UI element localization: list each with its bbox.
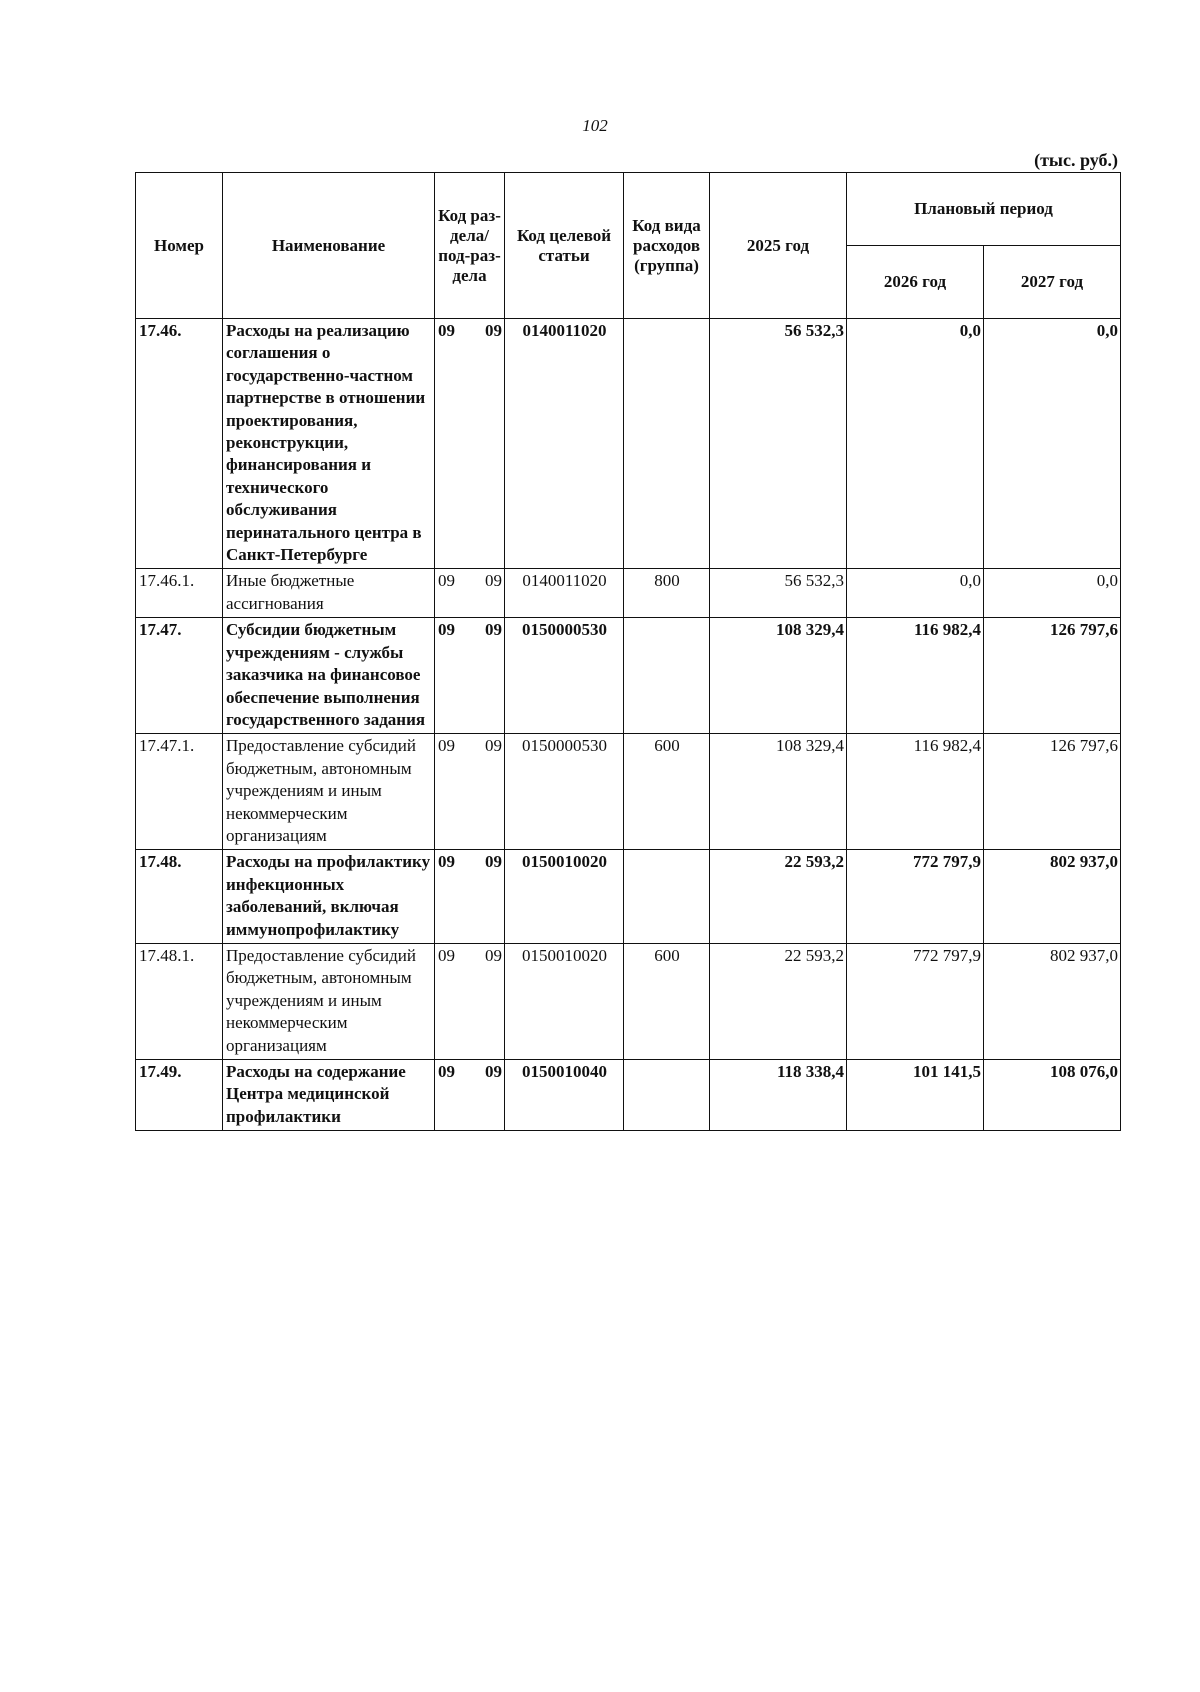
row-number: 17.48.1. bbox=[136, 943, 223, 1059]
header-name: Наименование bbox=[223, 173, 435, 319]
subsection-code: 09 bbox=[485, 571, 502, 591]
row-name: Расходы на профилактику инфекционных заболеваний, включая иммунопрофилактику bbox=[223, 850, 435, 944]
row-name: Предоставление субсидий бюджетным, автономным учреждениям и иным некоммерческим организациям bbox=[223, 943, 435, 1059]
row-number: 17.46.1. bbox=[136, 569, 223, 618]
row-target-code: 0150000530 bbox=[505, 618, 624, 734]
row-amount-2027: 802 937,0 bbox=[984, 943, 1121, 1059]
row-expense-type: 600 bbox=[624, 943, 710, 1059]
header-year-2026: 2026 год bbox=[847, 246, 984, 319]
row-amount-2026: 101 141,5 bbox=[847, 1060, 984, 1131]
row-amount-2027: 108 076,0 bbox=[984, 1060, 1121, 1131]
row-number: 17.47.1. bbox=[136, 734, 223, 850]
section-code: 09 bbox=[438, 321, 455, 340]
row-section-code bbox=[435, 850, 505, 944]
row-name: Предоставление субсидий бюджетным, автономным учреждениям и иным некоммерческим организациям bbox=[223, 734, 435, 850]
table-row bbox=[136, 569, 1121, 618]
table-row bbox=[136, 734, 1121, 850]
row-target-code: 0150010020 bbox=[505, 943, 624, 1059]
row-section-code bbox=[435, 618, 505, 734]
subsection-code: 09 bbox=[485, 736, 502, 756]
row-number: 17.49. bbox=[136, 1060, 223, 1131]
section-code: 09 bbox=[438, 945, 455, 965]
row-amount-2026: 0,0 bbox=[847, 319, 984, 569]
units-label: (тыс. руб.) bbox=[1034, 150, 1118, 170]
row-amount-2025: 108 329,4 bbox=[710, 618, 847, 734]
row-amount-2025: 108 329,4 bbox=[710, 734, 847, 850]
table-row bbox=[136, 850, 1121, 944]
subsection-code: 09 bbox=[485, 945, 502, 965]
row-name: Субсидии бюджетным учреждениям - службы заказчика на финансовое обеспечение выполнения государственного задания bbox=[223, 618, 435, 734]
row-section-code bbox=[435, 569, 505, 618]
table-body bbox=[136, 319, 1121, 1131]
table-header bbox=[136, 173, 1121, 319]
header-planned-period: Плановый период bbox=[847, 173, 1121, 246]
section-code: 09 bbox=[438, 1062, 455, 1081]
row-section-code bbox=[435, 943, 505, 1059]
row-name: Расходы на реализацию соглашения о государственно-частном партнерстве в отношении проектирования, реконструкции, финансирования и технического обслуживания перинатального центра в Санкт-Петербурге bbox=[223, 319, 435, 569]
page-number: 102 bbox=[582, 116, 608, 135]
row-expense-type bbox=[624, 1060, 710, 1131]
row-amount-2027: 126 797,6 bbox=[984, 618, 1121, 734]
subsection-code: 09 bbox=[485, 1062, 502, 1081]
row-expense-type bbox=[624, 850, 710, 944]
row-amount-2026: 772 797,9 bbox=[847, 943, 984, 1059]
section-code: 09 bbox=[438, 571, 455, 591]
row-target-code: 0150000530 bbox=[505, 734, 624, 850]
row-target-code: 0140011020 bbox=[505, 319, 624, 569]
row-amount-2025: 118 338,4 bbox=[710, 1060, 847, 1131]
header-number: Номер bbox=[136, 173, 223, 319]
row-target-code: 0140011020 bbox=[505, 569, 624, 618]
row-amount-2027: 126 797,6 bbox=[984, 734, 1121, 850]
row-amount-2027: 802 937,0 bbox=[984, 850, 1121, 944]
header-year-2027: 2027 год bbox=[984, 246, 1121, 319]
row-amount-2026: 116 982,4 bbox=[847, 734, 984, 850]
row-name: Расходы на содержание Центра медицинской профилактики bbox=[223, 1060, 435, 1131]
header-expense-type: Код вида расходов (группа) bbox=[624, 173, 710, 319]
row-number: 17.46. bbox=[136, 319, 223, 569]
row-section-code bbox=[435, 1060, 505, 1131]
table-row bbox=[136, 1060, 1121, 1131]
budget-table bbox=[135, 172, 1121, 1131]
row-name: Иные бюджетные ассигнования bbox=[223, 569, 435, 618]
table-row bbox=[136, 618, 1121, 734]
subsection-code: 09 bbox=[485, 620, 502, 640]
table-row bbox=[136, 319, 1121, 569]
table-row bbox=[136, 943, 1121, 1059]
row-amount-2027: 0,0 bbox=[984, 319, 1121, 569]
header-target-article: Код целевой статьи bbox=[505, 173, 624, 319]
row-amount-2025: 56 532,3 bbox=[710, 569, 847, 618]
row-target-code: 0150010020 bbox=[505, 850, 624, 944]
row-section-code bbox=[435, 734, 505, 850]
row-number: 17.47. bbox=[136, 618, 223, 734]
row-amount-2026: 116 982,4 bbox=[847, 618, 984, 734]
row-section-code bbox=[435, 319, 505, 569]
row-target-code: 0150010040 bbox=[505, 1060, 624, 1131]
row-amount-2026: 772 797,9 bbox=[847, 850, 984, 944]
row-expense-type bbox=[624, 618, 710, 734]
row-number: 17.48. bbox=[136, 850, 223, 944]
row-expense-type: 800 bbox=[624, 569, 710, 618]
subsection-code: 09 bbox=[485, 321, 502, 340]
row-amount-2025: 22 593,2 bbox=[710, 943, 847, 1059]
section-code: 09 bbox=[438, 852, 455, 872]
row-amount-2025: 22 593,2 bbox=[710, 850, 847, 944]
header-section: Код раз-дела/ под-раз-дела bbox=[435, 173, 505, 319]
section-code: 09 bbox=[438, 736, 455, 756]
row-amount-2027: 0,0 bbox=[984, 569, 1121, 618]
row-expense-type bbox=[624, 319, 710, 569]
row-expense-type: 600 bbox=[624, 734, 710, 850]
subsection-code: 09 bbox=[485, 852, 502, 872]
header-year-2025: 2025 год bbox=[710, 173, 847, 319]
row-amount-2025: 56 532,3 bbox=[710, 319, 847, 569]
section-code: 09 bbox=[438, 620, 455, 640]
row-amount-2026: 0,0 bbox=[847, 569, 984, 618]
